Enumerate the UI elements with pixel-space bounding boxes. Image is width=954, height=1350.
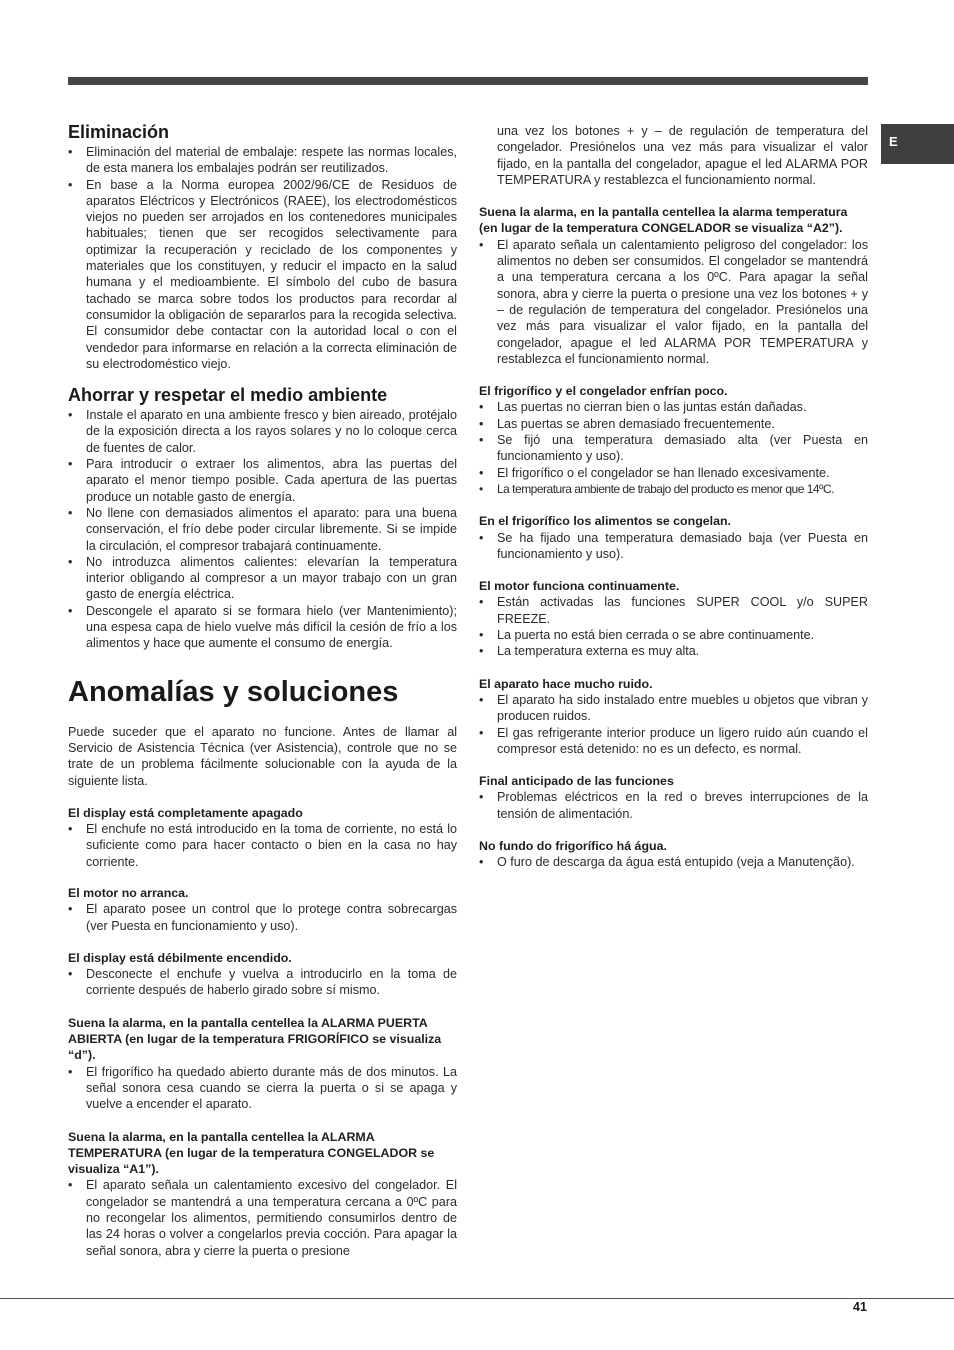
list-item: • El enchufe no está introducido en la toma de corriente, no está lo suficiente como para hacer contacto o bien en la casa no hay corriente.: [68, 821, 457, 870]
list-item: • La temperatura ambiente de trabajo del producto es menor que 14ºC.: [479, 481, 868, 497]
list-item: • El aparato señala un calentamiento excesivo del congelador. El congelador se mantendrá a una temperatura cercana a 0ºC para no recongelar los alimentos, permitiendo consumirlos dentro de las 24 horas o volver a congelarlos previa cocción. Para apagar la señal sonora, abra y cierre la puerta o presione: [68, 1177, 457, 1258]
problem-heading: El motor no arranca.: [68, 885, 189, 900]
problem-list: [479, 854, 868, 870]
list-item: • Se fijó una temperatura demasiado alta (ver Puesta en funcionamiento y uso).: [479, 432, 868, 465]
problem-list: [479, 594, 868, 659]
right-column: [479, 123, 868, 871]
list-item: • El aparato ha sido instalado entre muebles u objetos que vibran y producen ruidos.: [479, 692, 868, 725]
problem-list: [68, 966, 457, 999]
list-item: • No introduzca alimentos calientes: elevarían la temperatura interior obligando al compresor a un mayor trabajo con un gran gasto de energía eléctrica.: [68, 554, 457, 603]
problem-heading: Final anticipado de las funciones: [479, 774, 674, 789]
list-item: • Eliminación del material de embalaje: respete las normas locales, de esta manera los embalajes podrán ser reutilizados.: [68, 144, 457, 177]
ahorrar-list: [68, 407, 457, 651]
page-number: 41: [853, 1300, 867, 1314]
list-item: • Se ha fijado una temperatura demasiado baja (ver Puesta en funcionamiento y uso).: [479, 530, 868, 563]
problem-list: [68, 1177, 457, 1258]
list-item: • El frigorífico ha quedado abierto durante más de dos minutos. La señal sonora cesa cuando se cierra la puerta o si se apaga y vuelve a encender el aparato.: [68, 1064, 457, 1113]
list-item: • El aparato posee un control que lo protege contra sobrecargas (ver Puesta en funcionamiento y uso).: [68, 901, 457, 934]
list-item: • O furo de descarga da água está entupido (veja a Manutenção).: [479, 854, 868, 870]
page-title: [68, 676, 457, 712]
page-title-text: Anomalías y soluciones: [68, 675, 399, 708]
problem-heading: El display está débilmente encendido.: [68, 950, 292, 965]
problem-list: [479, 692, 868, 757]
list-item: • Para introducir o extraer los alimentos, abra las puertas del aparato el menor tiempo posible. Cada apertura de las puertas produce un notable gasto de energía.: [68, 456, 457, 505]
list-item: • El frigorífico o el congelador se han llenado excesivamente.: [479, 465, 868, 481]
problem-list: [479, 530, 868, 563]
problem-list: [68, 821, 457, 870]
problem-list: [68, 901, 457, 934]
list-item: • En base a la Norma europea 2002/96/CE de Residuos de aparatos Eléctricos y Electrónicos (RAEE), los electrodomésticos viejos no pueden ser arrojados en los contenedores municipales habituales; tienen que ser recogidos selectivamente para optimizar la recuperación y reciclado de los componentes y materiales que los constituyen, y reducir el impacto en la salud humana y el medioambiente. El símbolo del cubo de basura tachado se marca sobre todos los productos para recordar al consumidor la obligación de separarlos para la recogida selectiva. El consumidor debe contactar con la autoridad local o con el vendedor para informarse en relación a la correcta eliminación de su electrodoméstico viejo.: [68, 177, 457, 373]
list-item: • El gas refrigerante interior produce un ligero ruido aún cuando el compresor está detenido: no es un defecto, es normal.: [479, 725, 868, 758]
list-item: • Problemas eléctricos en la red o breves interrupciones de la tensión de alimentación.: [479, 789, 868, 822]
problem-list: [479, 237, 868, 367]
footer-rule: [0, 1298, 954, 1299]
list-item: • No llene con demasiados alimentos el aparato: para una buena conservación, el frío debe poder circular libremente. Si se impide la circulación, el compresor trabajará continuamente.: [68, 505, 457, 554]
problem-heading: Suena la alarma, en la pantalla centellea la ALARMA PUERTA ABIERTA (en lugar de la temperatura FRIGORÍFICO se visualiza “d”).: [68, 1015, 442, 1063]
list-item: • Están activadas las funciones SUPER COOL y/o SUPER FREEZE.: [479, 594, 868, 627]
list-item: • Descongele el aparato si se formara hielo (ver Mantenimiento); una espesa capa de hielo vuelve más difícil la cesión de frío a los alimentos y hace que aumente el consumo de energía.: [68, 603, 457, 652]
list-item: • Desconecte el enchufe y vuelva a introducirlo en la toma de corriente después de haberlo girado sobre sí mismo.: [68, 966, 457, 999]
problem-heading: No fundo do frigorífico há água.: [479, 838, 667, 853]
problem-heading: Suena la alarma, en la pantalla centellea la ALARMA TEMPERATURA (en lugar de la temperatura CONGELADOR se visualiza “A1”).: [68, 1129, 435, 1177]
problem-list: [479, 789, 868, 822]
list-item: • El aparato señala un calentamiento peligroso del congelador: los alimentos no deben ser consumidos. El congelador se mantendrá a una temperatura cercana a los 0ºC. Para apagar la señal sonora, abra y cierre la puerta o presione una vez los botones + y – de regulación de temperatura del congelador. Presiónelos una vez más para visualizar el valor fijado, en la pantalla del congelador, apague el led ALARMA POR TEMPERATURA y restablezca el funcionamiento normal.: [479, 237, 868, 367]
list-item: • La puerta no está bien cerrada o se abre continuamente.: [479, 627, 868, 643]
problem-heading: En el frigorífico los alimentos se congelan.: [479, 514, 731, 529]
intro-paragraph: Puede suceder que el aparato no funcione. Antes de llamar al Servicio de Asistencia Técnica (ver Asistencia), controle que no se trate de un problema fácilmente solucionable con la ayuda de la siguiente lista.: [68, 724, 457, 788]
list-item: • Las puertas no cierran bien o las juntas están dañadas.: [479, 399, 868, 415]
list-item: • La temperatura externa es muy alta.: [479, 643, 868, 659]
problem-list: [68, 1064, 457, 1113]
problem-heading: Suena la alarma, en la pantalla centellea la alarma temperatura (en lugar de la temperatura CONGELADOR se visualiza “A2”).: [479, 205, 848, 236]
continued-paragraph: una vez los botones + y – de regulación de temperatura del congelador. Presiónelos una vez más para visualizar el valor fijado, en la pantalla del congelador, apague el led ALARMA POR TEMPERATURA y restablezca el funcionamiento normal.: [497, 124, 868, 187]
left-column: [68, 122, 457, 1259]
problem-heading: El display está completamente apagado: [68, 805, 303, 820]
problem-heading: El motor funciona continuamente.: [479, 579, 680, 594]
list-item: • Instale el aparato en una ambiente fresco y bien aireado, protéjalo de la exposición directa a los rayos solares y no lo coloque cerca de fuentes de calor.: [68, 407, 457, 456]
problem-heading: El frigorífico y el congelador enfrían poco.: [479, 384, 728, 399]
section-title-eliminacion: Eliminación: [68, 122, 170, 142]
top-rule: [68, 77, 868, 85]
eliminacion-list: [68, 144, 457, 372]
problem-list: [479, 399, 868, 497]
section-title-ahorrar: Ahorrar y respetar el medio ambiente: [68, 385, 388, 406]
problem-heading: El aparato hace mucho ruido.: [479, 676, 653, 691]
list-item: • Las puertas se abren demasiado frecuentemente.: [479, 416, 868, 432]
language-tab: E: [881, 124, 954, 164]
